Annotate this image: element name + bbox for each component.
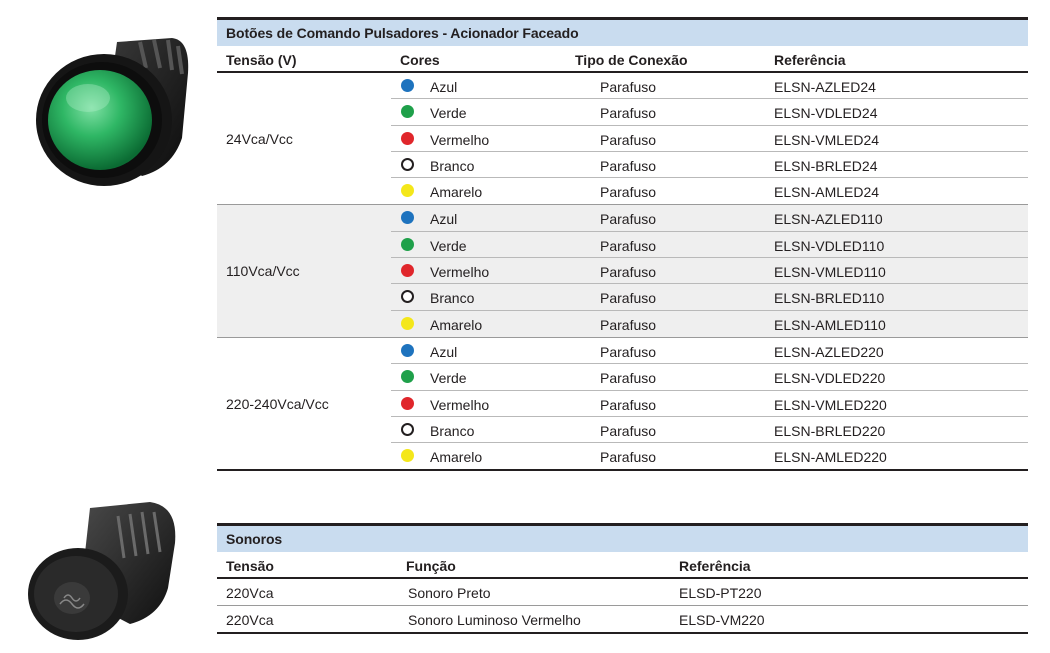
table-row <box>217 417 1028 443</box>
connection-type: Parafuso <box>600 157 657 174</box>
color-name: Amarelo <box>430 184 483 201</box>
led-table-header <box>217 47 1028 73</box>
color-dot-icon <box>401 238 414 251</box>
reference-code: ELSN-AZLED24 <box>774 79 876 95</box>
color-name: Azul <box>430 211 458 228</box>
reference-code: ELSN-VMLED110 <box>774 264 886 281</box>
reference-code: ELSN-VMLED24 <box>774 131 880 148</box>
color-name: Verde <box>430 237 467 254</box>
table-row <box>217 364 1028 390</box>
connection-type: Parafuso <box>600 422 657 439</box>
led-pilot-light-image <box>22 28 194 192</box>
connection-type: Parafuso <box>600 396 657 413</box>
table-row <box>217 284 1028 310</box>
connection-type: Parafuso <box>600 131 657 148</box>
color-name: Vermelho <box>430 264 490 281</box>
color-name: Branco <box>430 422 475 439</box>
table-row <box>217 99 1028 125</box>
color-name: Branco <box>430 290 475 307</box>
buzzer-table-header <box>217 553 1028 579</box>
color-name: Vermelho <box>430 131 490 148</box>
voltage-cell: 110Vca/Vcc <box>226 263 300 280</box>
header-tensao: Tensão <box>226 558 274 574</box>
header-referencia: Referência <box>679 558 751 574</box>
color-dot-icon <box>401 449 414 462</box>
reference-code: ELSN-AMLED24 <box>774 184 880 201</box>
connection-type: Parafuso <box>600 184 657 201</box>
reference-code: ELSN-VMLED220 <box>774 396 887 413</box>
table-row <box>217 178 1028 204</box>
reference-code: ELSN-AZLED220 <box>774 343 884 360</box>
reference-code: ELSN-BRLED110 <box>774 290 885 307</box>
reference-code: ELSN-VDLED110 <box>774 237 885 254</box>
header-tensao: Tensão (V) <box>226 52 297 68</box>
connection-type: Parafuso <box>600 290 657 307</box>
table-row <box>217 443 1028 469</box>
color-dot-icon <box>401 290 414 303</box>
color-name: Amarelo <box>430 449 483 466</box>
led-buttons-table <box>217 17 1028 471</box>
header-cores: Cores <box>400 52 440 68</box>
color-dot-icon <box>401 370 414 383</box>
header-referencia: Referência <box>774 52 846 68</box>
color-name: Branco <box>430 157 475 174</box>
table-row <box>217 258 1028 284</box>
reference-code: ELSN-AMLED220 <box>774 449 887 466</box>
connection-type: Parafuso <box>600 343 657 360</box>
connection-type: Parafuso <box>600 264 657 281</box>
color-dot-icon <box>401 105 414 118</box>
led-table-title: Botões de Comando Pulsadores - Acionador Faceado <box>217 17 1028 47</box>
voltage-cell: 220Vca <box>226 585 274 601</box>
table-row <box>217 338 1028 364</box>
color-name: Amarelo <box>430 316 483 333</box>
voltage-cell: 24Vca/Vcc <box>226 130 293 147</box>
color-dot-icon <box>401 79 414 92</box>
voltage-group <box>217 338 1028 471</box>
table-row <box>217 73 1028 99</box>
table-row <box>217 579 1028 606</box>
table-row <box>217 205 1028 231</box>
connection-type: Parafuso <box>600 370 657 387</box>
color-name: Verde <box>430 370 467 387</box>
color-dot-icon <box>401 397 414 410</box>
voltage-group <box>217 205 1028 337</box>
color-dot-icon <box>401 211 414 224</box>
reference-code: ELSN-BRLED220 <box>774 422 886 439</box>
color-name: Azul <box>430 343 458 360</box>
color-name: Azul <box>430 79 458 95</box>
connection-type: Parafuso <box>600 105 657 122</box>
buzzer-table-title: Sonoros <box>217 523 1028 553</box>
voltage-cell: 220-240Vca/Vcc <box>226 395 329 412</box>
reference-code: ELSN-AMLED110 <box>774 316 886 333</box>
reference-code: ELSD-VM220 <box>679 612 765 628</box>
color-name: Verde <box>430 105 467 122</box>
function-cell: Sonoro Preto <box>408 585 491 601</box>
table-row <box>217 311 1028 337</box>
function-cell: Sonoro Luminoso Vermelho <box>408 612 581 628</box>
table-row <box>217 126 1028 152</box>
table-row <box>217 152 1028 178</box>
color-dot-icon <box>401 132 414 145</box>
header-funcao: Função <box>406 558 456 574</box>
connection-type: Parafuso <box>600 211 657 228</box>
reference-code: ELSN-VDLED24 <box>774 105 878 122</box>
header-tipo-conexao: Tipo de Conexão <box>575 52 688 68</box>
color-dot-icon <box>401 317 414 330</box>
table-row <box>217 232 1028 258</box>
color-dot-icon <box>401 158 414 171</box>
color-dot-icon <box>401 344 414 357</box>
reference-code: ELSN-VDLED220 <box>774 370 886 387</box>
color-dot-icon <box>401 264 414 277</box>
table-row <box>217 391 1028 417</box>
buzzer-table <box>217 523 1028 634</box>
reference-code: ELSD-PT220 <box>679 585 762 601</box>
connection-type: Parafuso <box>600 316 657 333</box>
connection-type: Parafuso <box>600 237 657 254</box>
connection-type: Parafuso <box>600 79 657 95</box>
connection-type: Parafuso <box>600 449 657 466</box>
reference-code: ELSN-AZLED110 <box>774 211 883 228</box>
voltage-cell: 220Vca <box>226 612 274 628</box>
voltage-group <box>217 73 1028 205</box>
reference-code: ELSN-BRLED24 <box>774 157 878 174</box>
color-dot-icon <box>401 184 414 197</box>
buzzer-image <box>20 498 180 646</box>
table-row <box>217 606 1028 634</box>
color-name: Vermelho <box>430 396 490 413</box>
color-dot-icon <box>401 423 414 436</box>
